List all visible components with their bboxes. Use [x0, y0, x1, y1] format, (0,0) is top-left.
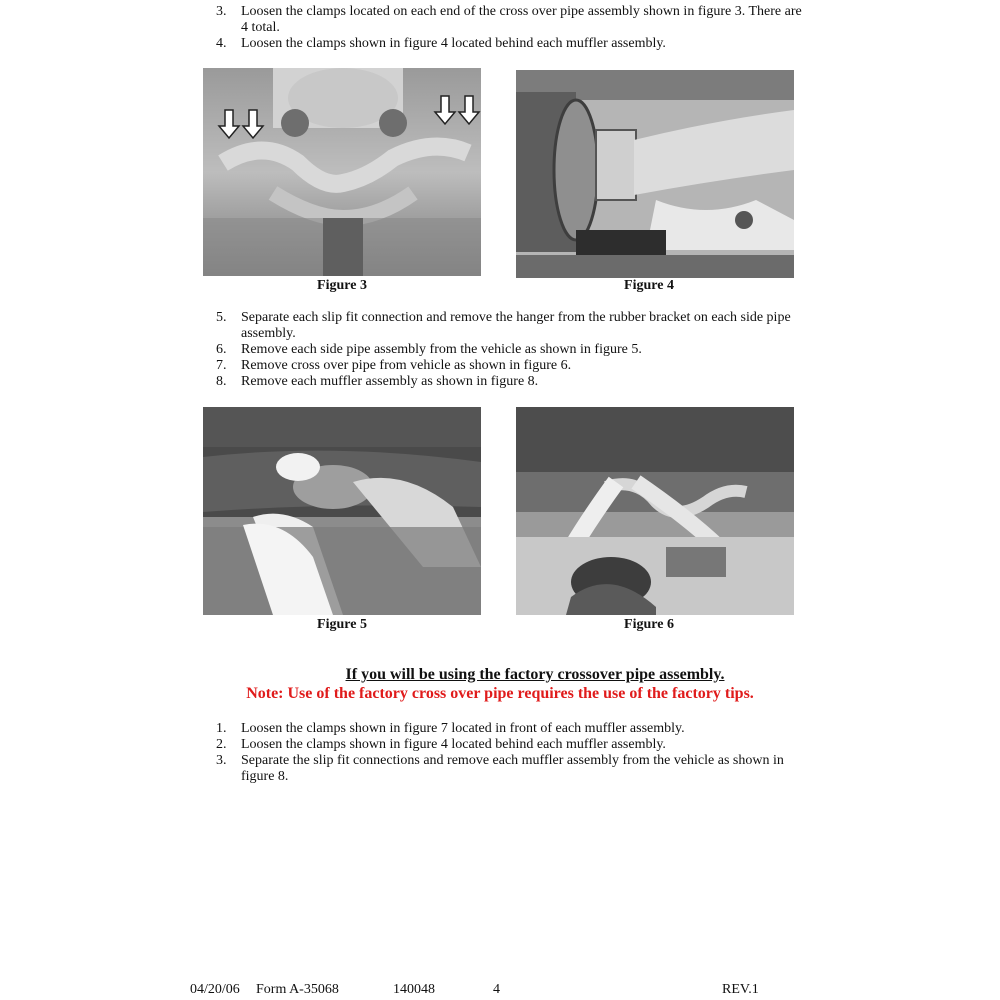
figure-4-caption: Figure 4	[624, 278, 674, 293]
step-text: Separate the slip fit connections and remove each muffler assembly from the vehicle as shown in figure 8.	[241, 753, 784, 784]
instruction-list-middle	[216, 310, 806, 390]
instruction-step	[216, 4, 806, 36]
step-number: 7.	[216, 358, 227, 373]
instruction-step	[216, 342, 806, 358]
step-text: Loosen the clamps shown in figure 7 located in front of each muffler assembly.	[241, 721, 685, 736]
footer-form: Form A-35068	[256, 982, 339, 997]
step-number: 4.	[216, 36, 227, 51]
figure-3-caption: Figure 3	[317, 278, 367, 293]
step-number: 3.	[216, 753, 227, 768]
footer-revision: REV.1	[722, 982, 759, 997]
figure-5-photo	[203, 407, 481, 615]
step-number: 5.	[216, 310, 227, 325]
step-number: 2.	[216, 737, 227, 752]
figure-3-photo	[203, 68, 481, 276]
step-text: Separate each slip fit connection and remove the hanger from the rubber bracket on each side pipe assembly.	[241, 310, 791, 341]
instruction-step	[216, 374, 806, 390]
step-text: Remove each side pipe assembly from the vehicle as shown in figure 5.	[241, 342, 642, 357]
step-number: 8.	[216, 374, 227, 389]
figure-6-caption: Figure 6	[624, 617, 674, 632]
instruction-step	[216, 721, 806, 737]
step-number: 6.	[216, 342, 227, 357]
step-text: Remove each muffler assembly as shown in figure 8.	[241, 374, 539, 389]
warning-note: Note: Use of the factory cross over pipe requires the use of the factory tips.	[246, 685, 754, 702]
figure-5-caption: Figure 5	[317, 617, 367, 632]
figure-6-photo	[516, 407, 794, 615]
step-text: Loosen the clamps shown in figure 4 located behind each muffler assembly.	[241, 737, 666, 752]
instruction-list-bottom	[216, 721, 806, 785]
step-number: 3.	[216, 4, 227, 19]
instruction-step	[216, 36, 806, 52]
instruction-step	[216, 358, 806, 374]
instruction-step	[216, 310, 806, 342]
instruction-list-top	[216, 4, 806, 52]
figure-4-photo	[516, 70, 794, 278]
section-heading: If you will be using the factory crossover pipe assembly.	[345, 666, 725, 683]
instruction-step	[216, 737, 806, 753]
footer-part-number: 140048	[393, 982, 435, 997]
instruction-step	[216, 753, 806, 785]
footer-page-number: 4	[493, 982, 500, 997]
step-text: Remove cross over pipe from vehicle as shown in figure 6.	[241, 358, 572, 373]
step-text: Loosen the clamps located on each end of the cross over pipe assembly shown in figure 3. There are 4 total.	[241, 4, 802, 35]
footer-date: 04/20/06	[190, 982, 240, 997]
step-text: Loosen the clamps shown in figure 4 located behind each muffler assembly.	[241, 36, 666, 51]
step-number: 1.	[216, 721, 227, 736]
